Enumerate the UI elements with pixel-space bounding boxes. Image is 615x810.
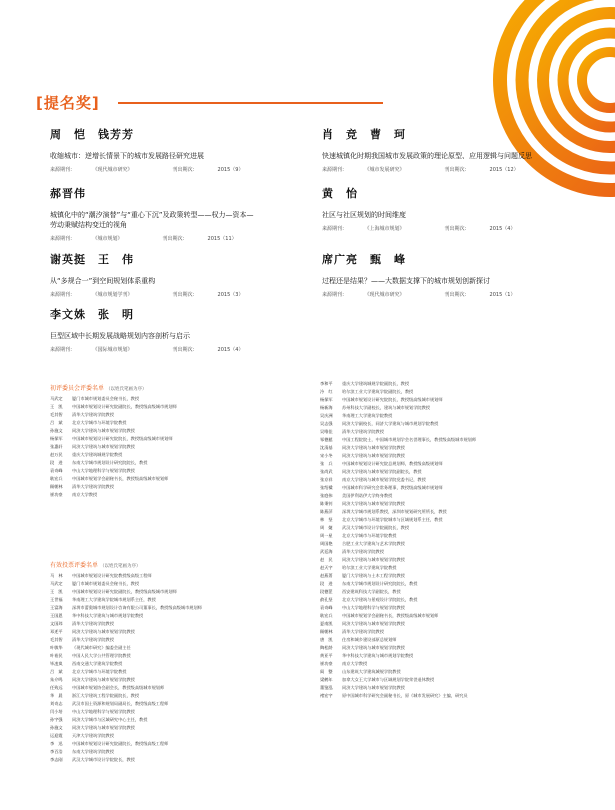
member-row <box>50 403 320 411</box>
member-title: 中国城市规划学会副秘书长，教授级高级城市规划师 <box>342 613 439 618</box>
member-row <box>320 380 590 388</box>
member-name: 褚宏宇 <box>320 693 333 698</box>
source-value: 《国际城市规划》 <box>95 347 133 353</box>
member-title: 加拿大女王大学城市与区域规划学院荣誉退休教授 <box>342 677 435 682</box>
member-row <box>320 532 590 540</box>
award-title: 巨型区域中长期发展战略规划内容剖析与启示 <box>50 332 190 340</box>
member-title: 清华大学建筑学院教授 <box>72 484 114 489</box>
member-name: 冷 红 <box>320 389 333 394</box>
member-name: 任致远 <box>50 685 63 690</box>
member-row <box>320 396 590 404</box>
member-row <box>320 436 590 444</box>
member-title: 北京大学城市与环境学院教授 <box>342 533 397 538</box>
member-name: 陈秉钊 <box>320 501 333 506</box>
member-name: 邓述平 <box>50 629 63 634</box>
member-title: 同济大学建筑与城市规划学院教授 <box>342 557 405 562</box>
award-meta <box>50 166 320 173</box>
member-title: 同济大学建筑与城市规划学院教授 <box>72 725 135 730</box>
member-title: 中山大学地理科学与规划学院教授 <box>342 605 405 610</box>
member-row <box>320 468 590 476</box>
source-value: 《城市规划学刊》 <box>95 292 133 298</box>
member-title: 中国城市规划设计研究院院长，教授级高级城市规划师 <box>342 397 443 402</box>
member-row <box>50 427 320 435</box>
member-name: 朱介鸣 <box>50 677 63 682</box>
member-title: 深圳大学城市规划系教授，深圳市规划研究所所长，教授 <box>342 509 447 514</box>
member-title: 华中科技大学建筑与城市规划学院教授 <box>342 653 414 658</box>
member-title: 中国城市规划设计研究院副院长，教授级高级城市规划师 <box>72 404 177 409</box>
award-item <box>50 251 320 298</box>
member-title: 同济大学建筑与城市规划学院教授 <box>342 621 405 626</box>
member-name: 吴唯佳 <box>320 429 333 434</box>
member-row <box>320 692 590 700</box>
date-value: 2015（9） <box>217 167 244 173</box>
member-name: 赵燕菁 <box>320 573 333 578</box>
member-name: 叶敏华 <box>50 645 63 650</box>
date-value: 2015（4） <box>489 226 516 232</box>
member-title: 东南大学建筑学院教授 <box>72 749 114 754</box>
member-title: 华南理工大学建筑学院城市规划系主任，教授 <box>72 597 156 602</box>
award-item <box>322 185 592 232</box>
member-title: 清华大学建筑学院教授 <box>72 621 114 626</box>
title-divider <box>118 102 383 104</box>
member-name: 周一星 <box>320 533 333 538</box>
member-title: 北京大学城市与环境学院教授 <box>72 669 127 674</box>
member-title: 清华大学建筑学院教授 <box>342 629 384 634</box>
member-title: 南京大学教授 <box>72 492 98 497</box>
member-name: 孙施文 <box>50 428 63 433</box>
member-title: 北京大学城市与环境学院城市与区域规划系主任，教授 <box>342 517 443 522</box>
member-row <box>320 644 590 652</box>
member-title: 同济大学副校长，同济大学建筑与城市规划学院教授 <box>342 421 439 426</box>
award-title: 从“多规合一”到空间规划体系重构 <box>50 277 156 285</box>
member-row <box>320 564 590 572</box>
member-row <box>320 604 590 612</box>
member-name: 顾朝林 <box>320 629 333 634</box>
member-name: 黄亚平 <box>320 653 333 658</box>
member-row <box>50 692 320 700</box>
member-row <box>50 700 320 708</box>
member-row <box>320 492 590 500</box>
member-name: 文国玮 <box>50 621 63 626</box>
member-title: 中国城市规划设计研究院副院长，教授级高级城市规划师 <box>72 589 177 594</box>
member-name: 叶裕民 <box>50 653 63 658</box>
member-row <box>320 516 590 524</box>
source-label: 来源期刊： <box>50 236 76 242</box>
member-title: 中山大学地理科学与规划学院教授 <box>72 709 135 714</box>
member-name: 王富海 <box>50 605 63 610</box>
member-title: 东南大学城市规划设计研究院院长，教授 <box>342 581 418 586</box>
member-row <box>320 420 590 428</box>
member-name: 马武定 <box>50 396 63 401</box>
member-name: 刘奇志 <box>50 701 63 706</box>
member-title: 武汉市国土资源和规划局副局长，教授级高级工程师 <box>72 701 169 706</box>
member-name: 段 进 <box>50 460 63 465</box>
member-row <box>50 724 320 732</box>
member-title: 原中国城市科学研究会副秘书长，原《城市发展研究》主编，研究员 <box>342 693 468 698</box>
member-title: 清华大学建筑学院教授 <box>342 549 384 554</box>
member-row <box>320 452 590 460</box>
member-name: 顾朝林 <box>50 484 63 489</box>
award-title: 收缩城市：逆增长情景下的城市发展路径研究进展 <box>50 152 204 160</box>
member-name: 陶松龄 <box>320 645 333 650</box>
member-title: 苏州科技大学副校长，建筑与城市规划学院教授 <box>342 405 430 410</box>
source-label: 来源期刊： <box>50 292 76 298</box>
member-title: 中国城市规划设计研究院副院长，教授级高级工程师 <box>72 741 169 746</box>
award-meta <box>50 235 320 242</box>
member-title: 厦门市城市规划委员会秘书长，教授 <box>72 581 140 586</box>
award-meta <box>322 291 592 298</box>
member-row <box>50 684 320 692</box>
member-row <box>320 636 590 644</box>
member-name: 袁奇峰 <box>320 605 333 610</box>
date-value: 2015（3） <box>217 292 244 298</box>
member-row <box>320 668 590 676</box>
member-row <box>320 540 590 548</box>
award-meta <box>322 166 592 173</box>
member-name: 崔功豪 <box>50 492 63 497</box>
award-title: 城镇化中的“潮汐演替”与“重心下沉”及政策转型——权力—资本—劳动秉赋结构变迁的视角 <box>50 211 254 229</box>
member-name: 张京祥 <box>320 477 333 482</box>
member-row <box>50 748 320 756</box>
member-name: 夏南凯 <box>320 621 333 626</box>
member-name: 林 坚 <box>320 517 333 522</box>
member-name: 梁鹤年 <box>320 677 333 682</box>
member-title: 北京大学建筑与景观设计学院院长，教授 <box>342 597 418 602</box>
award-authors: 李文姝 张 明 <box>50 308 134 321</box>
member-title: 重庆大学建筑城规学院副院长，教授 <box>342 381 410 386</box>
member-title: 同济大学建筑与城市规划学院教授 <box>342 645 405 650</box>
member-name: 杨新海 <box>320 405 333 410</box>
member-title: 同济大学建筑与城市规划学院教授 <box>342 453 405 458</box>
member-row <box>320 388 590 396</box>
member-row <box>320 444 590 452</box>
member-name: 张尚武 <box>320 469 333 474</box>
award-title: 快速城镇化时期我国城市发展政策的理论原型、应用逻辑与问题反思 <box>322 152 532 160</box>
committee-voting <box>50 560 320 764</box>
member-row <box>320 484 590 492</box>
member-name: 宋小冬 <box>320 453 333 458</box>
member-name: 周国艳 <box>320 541 333 546</box>
member-name: 闫小培 <box>50 709 63 714</box>
committee-voting-continued <box>320 380 590 700</box>
committee-initial <box>50 383 320 499</box>
member-row <box>50 475 320 483</box>
member-name: 张绍樑 <box>320 485 333 490</box>
member-title: 武汉大学城市设计学院副院长，教授 <box>342 525 410 530</box>
committee-voting-list-continued <box>320 380 590 700</box>
date-label: 刊出期次： <box>172 292 198 298</box>
award-item <box>50 306 320 353</box>
member-title: 同济大学建筑与城市规划学院教授 <box>72 677 135 682</box>
member-title: 中国城市规划协会副会长，教授级高级城市规划师 <box>72 685 165 690</box>
date-label: 刊出期次： <box>444 292 470 298</box>
member-title: 中国工程院院士，中国城市规划学会名誉理事长，教授级高级城市规划师 <box>342 437 477 442</box>
member-row <box>320 620 590 628</box>
member-title: 西南交通大学建筑学院教授 <box>72 661 123 666</box>
member-name: 张 兵 <box>320 461 333 466</box>
member-row <box>320 580 590 588</box>
member-row <box>50 620 320 628</box>
member-title: 同济大学建筑与城市规划学院教授 <box>342 445 405 450</box>
member-name: 王 凯 <box>50 404 63 409</box>
member-name: 周 婕 <box>320 525 333 530</box>
member-row <box>50 644 320 652</box>
member-row <box>320 476 590 484</box>
member-title: 住房和城乡建设部原总规划师 <box>342 637 397 642</box>
member-name: 毕凌岚 <box>50 661 63 666</box>
member-name: 俞孔坚 <box>320 597 333 602</box>
date-label: 刊出期次： <box>172 167 198 173</box>
member-name: 孙施文 <box>50 725 63 730</box>
member-row <box>320 556 590 564</box>
member-title: 《现代城市研究》编委会副主任 <box>72 645 131 650</box>
source-label: 来源期刊： <box>50 167 76 173</box>
date-value: 2015（11） <box>207 236 237 242</box>
member-name: 吕 斌 <box>50 669 63 674</box>
source-label: 来源期刊： <box>322 226 348 232</box>
award-authors: 周 恺 钱芳芳 <box>50 128 134 141</box>
member-row <box>320 676 590 684</box>
member-name: 孙宇强 <box>50 717 63 722</box>
committee-voting-title: 有效投票评委名单 （以姓氏笔画为序） <box>50 562 141 569</box>
member-name: 马武定 <box>50 581 63 586</box>
member-name: 华 晨 <box>50 693 63 698</box>
member-name: 陈燕萍 <box>320 509 333 514</box>
date-value: 2015（1） <box>489 292 516 298</box>
member-row <box>320 572 590 580</box>
member-row <box>320 612 590 620</box>
member-title: 中国城市规划学会副秘书长，教授级高级城市规划师 <box>72 476 169 481</box>
source-value: 《上海城市规划》 <box>367 226 405 232</box>
member-row <box>50 636 320 644</box>
date-value: 2015（12） <box>489 167 519 173</box>
member-row <box>320 500 590 508</box>
award-title: 过程还是结果？——大数据支撑下的城市规划创新探讨 <box>322 277 490 285</box>
member-title: 同济大学建筑与城市规划学院教授 <box>72 444 135 449</box>
member-title: 中国人民大学公共管理学院教授 <box>72 653 131 658</box>
member-row <box>50 491 320 499</box>
source-label: 来源期刊： <box>322 167 348 173</box>
member-name: 毛其智 <box>50 637 63 642</box>
award-title: 社区与社区规划的时间维度 <box>322 211 406 219</box>
member-row <box>50 588 320 596</box>
member-name: 张庭伟 <box>320 493 333 498</box>
member-name: 袁奇峰 <box>50 468 63 473</box>
award-authors: 郝晋伟 <box>50 187 86 200</box>
member-title: 天津大学建筑学院教授 <box>72 733 114 738</box>
member-title: 中国城市规划设计研究院教授级高级工程师 <box>72 573 152 578</box>
member-row <box>50 660 320 668</box>
member-name: 赵 民 <box>320 557 333 562</box>
member-row <box>50 612 320 620</box>
member-row <box>50 604 320 612</box>
member-name: 耿宏兵 <box>50 476 63 481</box>
member-name: 毛其智 <box>50 412 63 417</box>
member-title: 南京大学建筑与城市规划学院党委书记，教授 <box>342 477 426 482</box>
member-name: 李百浩 <box>50 749 63 754</box>
member-title: 浙江大学建筑工程学院副院长，教授 <box>72 693 140 698</box>
member-row <box>320 660 590 668</box>
award-item <box>50 126 320 173</box>
award-item <box>322 251 592 298</box>
award-authors: 谢英挺 王 伟 <box>50 253 134 266</box>
member-row <box>50 419 320 427</box>
member-name: 杨保军 <box>320 397 333 402</box>
member-row <box>320 428 590 436</box>
member-name: 王 凯 <box>50 589 63 594</box>
member-title: 哈尔滨工业大学建筑学院副院长，教授 <box>342 389 414 394</box>
member-title: 清华大学建筑学院教授 <box>342 429 384 434</box>
date-label: 刊出期次： <box>172 347 198 353</box>
member-name: 武廷海 <box>320 549 333 554</box>
member-name: 张惠轩 <box>50 444 63 449</box>
member-row <box>320 628 590 636</box>
member-row <box>50 572 320 580</box>
member-title: 同济大学建筑与城市规划学院教授 <box>72 629 135 634</box>
member-row <box>50 628 320 636</box>
member-name: 吴庆洲 <box>320 413 333 418</box>
member-title: 清华大学建筑学院教授 <box>72 412 114 417</box>
member-name: 唐 凯 <box>320 637 333 642</box>
member-title: 中国城市规划设计研究院总规划师，教授级高级规划师 <box>342 461 443 466</box>
member-row <box>50 483 320 491</box>
date-label: 刊出期次： <box>444 167 470 173</box>
member-title: 武汉大学城市设计学院院长，教授 <box>72 757 135 762</box>
member-row <box>50 732 320 740</box>
source-value: 《城市发展研究》 <box>367 167 405 173</box>
source-label: 来源期刊： <box>50 347 76 353</box>
member-title: 东南大学城市规划设计研究院院长，教授 <box>72 460 148 465</box>
member-title: 西安建筑科技大学副院长，教授 <box>342 589 401 594</box>
member-row <box>50 467 320 475</box>
member-title: 华中科技大学建筑与城市规划学院教授 <box>72 613 144 618</box>
section-title: [提名奖] <box>36 94 100 112</box>
member-title: 深圳市蕾奥城市规划设计咨询有限公司董事长，教授级高级城市规划师 <box>72 605 202 610</box>
committee-voting-list <box>50 572 320 764</box>
member-title: 同济大学城市与区域研究中心主任，教授 <box>72 717 148 722</box>
member-row <box>50 740 320 748</box>
member-name: 王世福 <box>50 597 63 602</box>
member-title: 同济大学建筑与城市规划学院教授 <box>342 501 405 506</box>
member-name: 赵万民 <box>50 452 63 457</box>
member-row <box>320 548 590 556</box>
award-meta <box>322 225 592 232</box>
member-row <box>50 652 320 660</box>
member-title: 哈尔滨工业大学建筑学院教授 <box>342 565 397 570</box>
member-row <box>320 596 590 604</box>
member-row <box>320 684 590 692</box>
member-row <box>50 596 320 604</box>
member-title: 北京大学城市与环境学院教授 <box>72 420 127 425</box>
member-name: 邹德慈 <box>320 437 333 442</box>
committee-initial-list <box>50 395 320 499</box>
member-row <box>50 411 320 419</box>
member-title: 重庆大学建筑城规学院教授 <box>72 452 123 457</box>
member-title: 清华大学建筑学院教授 <box>72 637 114 642</box>
member-row <box>320 404 590 412</box>
member-row <box>50 716 320 724</box>
member-title: 合肥工业大学建筑与艺术学院教授 <box>342 541 405 546</box>
member-row <box>320 508 590 516</box>
member-row <box>50 443 320 451</box>
member-title: 同济大学建筑与城市规划学院教授 <box>342 685 405 690</box>
member-name: 耿宏兵 <box>320 613 333 618</box>
member-title: 山东建筑大学建筑城规学院教授 <box>342 669 401 674</box>
member-name: 王国恩 <box>50 613 63 618</box>
member-title: 同济大学建筑与城市规划学院副院长，教授 <box>342 469 422 474</box>
member-name: 吕 斌 <box>50 420 63 425</box>
member-row <box>320 460 590 468</box>
member-row <box>320 652 590 660</box>
award-item <box>322 126 592 173</box>
member-name: 李 迅 <box>50 741 63 746</box>
date-label: 刊出期次： <box>444 226 470 232</box>
source-value: 《现代城市研究》 <box>367 292 405 298</box>
member-row <box>320 588 590 596</box>
member-row <box>50 668 320 676</box>
member-title: 厦门大学建筑与土木工程学院教授 <box>342 573 405 578</box>
member-title: 华南理工大学建筑学院教授 <box>342 413 393 418</box>
date-value: 2015（4） <box>217 347 244 353</box>
source-value: 《现代城市研究》 <box>95 167 133 173</box>
member-title: 美国伊利诺伊大学终身教授 <box>342 493 393 498</box>
award-meta <box>50 291 320 298</box>
source-label: 来源期刊： <box>322 292 348 298</box>
member-name: 运迎霞 <box>50 733 63 738</box>
award-authors: 黄 怡 <box>322 187 358 200</box>
member-name: 段德罡 <box>320 589 333 594</box>
source-value: 《城市规划》 <box>95 236 123 242</box>
member-name: 董鉴泓 <box>320 685 333 690</box>
member-name: 赵天宇 <box>320 565 333 570</box>
member-title: 中国城市规划设计研究院院长，教授级高级城市规划师 <box>72 436 173 441</box>
member-name: 崔功豪 <box>320 661 333 666</box>
award-authors: 肖 竞 曹 珂 <box>322 128 406 141</box>
member-row <box>50 451 320 459</box>
member-name: 沈清基 <box>320 445 333 450</box>
member-title: 同济大学建筑与城市规划学院教授 <box>72 428 135 433</box>
member-name: 李和平 <box>320 381 333 386</box>
member-name: 马 林 <box>50 573 63 578</box>
member-title: 中山大学地理科学与规划学院教授 <box>72 468 135 473</box>
member-name: 李志刚 <box>50 757 63 762</box>
member-name: 吴志强 <box>320 421 333 426</box>
member-row <box>50 435 320 443</box>
member-row <box>50 756 320 764</box>
award-authors: 席广亮 甄 峰 <box>322 253 406 266</box>
committee-initial-title: 初评委员会评委名单 （以姓氏笔画为序） <box>50 385 147 392</box>
member-title: 厦门市城市规划委员会秘书长，教授 <box>72 396 140 401</box>
date-label: 刊出期次： <box>162 236 188 242</box>
member-row <box>50 580 320 588</box>
member-name: 段 进 <box>320 581 333 586</box>
member-row <box>50 708 320 716</box>
member-title: 南京大学教授 <box>342 661 368 666</box>
member-row <box>320 412 590 420</box>
award-meta <box>50 346 320 353</box>
member-row <box>50 395 320 403</box>
member-name: 阎 整 <box>320 669 333 674</box>
award-item <box>50 185 320 242</box>
member-title: 中国城市科学研究会常务理事，教授级高级城市规划师 <box>342 485 443 490</box>
member-row <box>320 524 590 532</box>
member-row <box>50 459 320 467</box>
member-name: 杨保军 <box>50 436 63 441</box>
member-row <box>50 676 320 684</box>
